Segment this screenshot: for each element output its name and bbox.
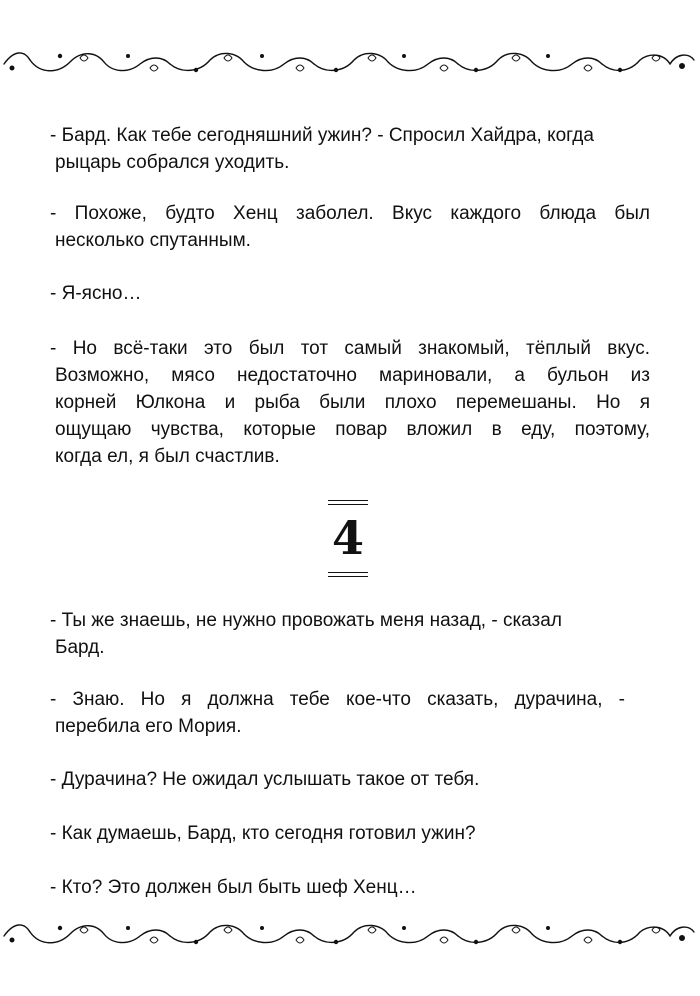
dialogue-paragraph [50,280,650,307]
text-line: перебила его Мория. [55,716,242,737]
dialogue-paragraph [50,335,650,470]
text-line: - Дурачина? Не ожидал услышать такое от тебя. [50,769,480,790]
chapter-marker [320,496,376,582]
text-line: когда ел, я был счастлив. [55,446,280,467]
chapter-rule-top [328,500,368,505]
text-line: - Бард. Как тебе сегодняшний ужин? - Спросил Хайдра, когда [50,125,594,146]
text-line: несколько спутанным. [55,230,251,251]
text-line: - Как думаешь, Бард, кто сегодня готовил ужин? [50,823,476,844]
chapter-number: 4 [331,511,364,565]
ornamental-border-icon [0,916,700,952]
bottom-ornament-border [0,916,700,952]
dialogue-paragraph [50,686,650,740]
dialogue-paragraph [50,874,650,901]
text-line: Возможно, мясо недостаточно мариновали, а бульон из [55,365,650,386]
text-line: ощущаю чувства, которые повар вложил в еду, поэтому, [55,419,650,440]
text-line: корней Юлкона и рыба были плохо перемешаны. Но я [55,392,650,413]
dialogue-paragraph [50,820,650,847]
top-ornament-border [0,44,700,80]
text-line: - Похоже, будто Хенц заболел. Вкус каждого блюда был [50,203,650,224]
text-line: рыцарь собрался уходить. [55,152,290,173]
text-line: - Но всё-таки это был тот самый знакомый, тёплый вкус. [50,338,650,359]
text-line: - Кто? Это должен был быть шеф Хенц… [50,877,417,898]
text-line: - Знаю. Но я должна тебе кое-что сказать, дурачина, - [50,689,625,710]
dialogue-paragraph [50,607,650,661]
text-line: Бард. [55,637,105,658]
text-line: - Я-ясно… [50,283,142,304]
ornamental-border-icon [0,44,700,80]
dialogue-paragraph [50,766,650,793]
text-line: - Ты же знаешь, не нужно провожать меня назад, - сказал [50,610,562,631]
dialogue-paragraph [50,200,650,254]
chapter-rule-bottom [328,572,368,577]
dialogue-paragraph [50,122,650,176]
